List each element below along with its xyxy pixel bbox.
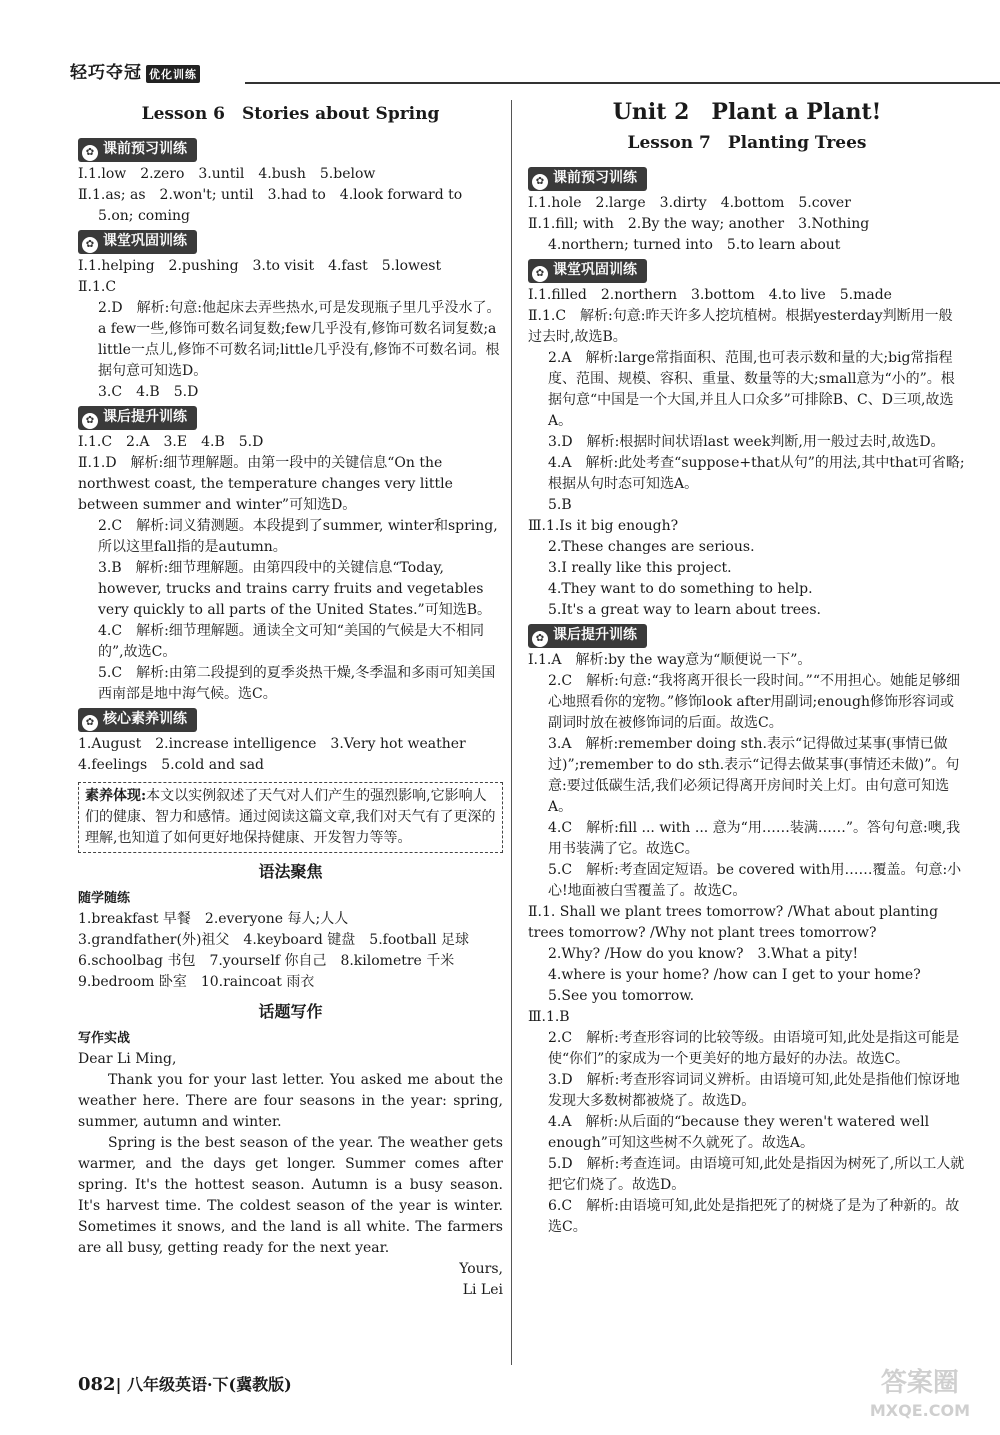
literacy-text: 本文以实例叙述了天气对人们产生的强烈影响,它影响人们的健康、智力和感情。通过阅读这篇文章,我们对天气有了更深的理解,也知道了如何更好地保持健康、开发智力等等。 (85, 788, 496, 846)
section-icon: ✿ (82, 145, 98, 161)
section-title: 课前预习训练 (553, 170, 637, 186)
answer-line: 3.D 解析:根据时间状语last week判断,用一般过去时,故选D。 (548, 434, 945, 450)
answer-line: 4.where is your home? /how can I get to your home? (548, 967, 921, 983)
letter-paragraph: Spring is the best season of the year. The weather gets warmer, and the days get longer. Summer comes after spring. It's the hottest season. Autumn is a busy season. It's harvest time. The coldest season of the year is winter. Sometimes it snows, and the land is all white. The farmers are all busy, getting ready for the next year. (78, 1135, 503, 1256)
answer-line: 1.August 2.increase intelligence 3.Very hot weather (78, 736, 466, 752)
answer-line: Ⅰ.1.A 解析:by the way意为“顺便说一下”。 (528, 652, 812, 668)
section-icon: ✿ (532, 174, 548, 190)
watermark-url: MXQE.COM (869, 1401, 970, 1420)
section-icon: ✿ (82, 413, 98, 429)
answer-line: 5.C 解析:由第二段提到的夏季炎热干燥,冬季温和多雨可知美国西南部是地中海气候。选C。 (98, 665, 496, 702)
literacy-label: 素养体现: (85, 788, 147, 804)
section-title: 核心素养训练 (103, 711, 187, 727)
answer-line: Ⅲ.1.Is it big enough? (528, 518, 679, 534)
section-icon: ✿ (82, 715, 98, 731)
section-header (78, 230, 197, 254)
answer-line: Ⅱ.1.C 解析:句意:昨天许多人挖坑植树。根据yesterday判断用一般过去时,故选B。 (528, 308, 953, 345)
answer-line: 4.northern; turned into 5.to learn about (548, 237, 841, 253)
section-header (78, 138, 197, 162)
answer-line: 2.D 解析:句意:他起床去弄些热水,可是发现瓶子里几乎没水了。a few一些,修饰可数名词复数;few几乎没有,修饰可数名词复数;a little一点儿,修饰不可数名词;little几乎没有,修饰不可数名词。根据句意可知选D。 (98, 300, 501, 379)
brand-logo (70, 58, 200, 83)
watermark-logo (870, 1369, 970, 1425)
vocab-line: 6.schoolbag 书包 7.yourself 你自己 8.kilometre 千米 (78, 953, 455, 969)
answer-line: 5.on; coming (98, 208, 190, 224)
sample-letter (78, 1049, 503, 1301)
column-divider (511, 100, 512, 1365)
answer-line: Ⅰ.1.low 2.zero 3.until 4.bush 5.below (78, 166, 376, 182)
answer-line: 4.A 解析:此处考查“suppose+that从句”的用法,其中that可省略;根据从句时态可知选A。 (548, 455, 965, 492)
grammar-heading: 语法聚焦 (258, 862, 323, 881)
answer-line: 4.C 解析:细节理解题。通读全文可知“美国的气候是大不相同的”,故选C。 (98, 623, 484, 660)
answer-line: Ⅱ.1.fill; with 2.By the way; another 3.Nothing (528, 216, 870, 232)
section-header (528, 259, 647, 283)
left-column (78, 100, 503, 1301)
answer-line: 2.C 解析:词义猜测题。本段提到了summer, winter和spring,所以这里fall指的是autumn。 (98, 518, 498, 555)
answer-line: 4.A 解析:从后面的“because they weren't watered well enough”可知这些树不久就死了。故选A。 (548, 1114, 930, 1151)
answer-line: 5.D 解析:考查连词。由语境可知,此处是指因为树死了,所以工人就把它们烧了。故选D。 (548, 1156, 965, 1193)
section-header (528, 624, 647, 648)
answer-line: 5.B (548, 497, 572, 513)
brand-name: 轻巧夺冠 (70, 63, 142, 83)
answer-line: Ⅱ.1.D 解析:细节理解题。由第一段中的关键信息“On the northwest coast, the temperature changes very little between summer and winter”可知选D。 (78, 455, 453, 513)
letter-paragraph: Thank you for your last letter. You asked me about the weather here. There are four seasons in the year: spring, summer, autumn and winter. (78, 1072, 503, 1130)
section-header (528, 167, 647, 191)
answer-line: 5.See you tomorrow. (548, 988, 695, 1004)
section-icon: ✿ (82, 237, 98, 253)
answer-line: 3.B 解析:细节理解题。由第四段中的关键信息“Today, however, trucks and trains carry fruits and vegetables very quickly to all parts of the United States.”可知选B。 (98, 560, 491, 618)
right-column (528, 100, 966, 1238)
answer-line: Ⅰ.1.helping 2.pushing 3.to visit 4.fast 5.lowest (78, 258, 442, 274)
unit-title: Unit 2 Plant a Plant! (612, 99, 882, 125)
page-number: 082 (78, 1374, 116, 1395)
answer-line: Ⅱ.1.C (78, 279, 117, 295)
answer-line: 2.A 解析:large常指面积、范围,也可表示数和量的大;big常指程度、范围、规模、容积、重量、数量等的大;small意为“小的”。根据句意“中国是一个大国,并且人口众多”可排除B、C、D三项,故选A。 (548, 350, 955, 429)
section-icon: ✿ (532, 266, 548, 282)
answer-line: 4.C 解析:fill ... with ... 意为“用……装满……”。答句句意:噢,我用书装满了它。故选C。 (548, 820, 961, 857)
answer-line: 4.They want to do something to help. (548, 581, 813, 597)
answer-line: 3.D 解析:考查形容词词义辨析。由语境可知,此处是指他们惊讶地发现大多数树都被烧了。故选D。 (548, 1072, 960, 1109)
brand-tag: 优化训练 (146, 65, 200, 83)
answer-line: 5.C 解析:考查固定短语。be covered with用……覆盖。句意:小心!地面被白雪覆盖了。故选C。 (548, 862, 962, 899)
watermark-text: 答案圈 (880, 1368, 959, 1398)
section-title: 课前预习训练 (103, 141, 187, 157)
section-header (78, 406, 197, 430)
header-bar (70, 58, 950, 86)
answer-line: Ⅱ.1. Shall we plant trees tomorrow? /What about planting trees tomorrow? /Why not plant trees tomorrow? (528, 904, 939, 941)
writing-heading: 话题写作 (258, 1002, 323, 1021)
answer-line: 2.These changes are serious. (548, 539, 755, 555)
section-title: 课后提升训练 (553, 627, 637, 643)
letter-greeting: Dear Li Ming, (78, 1051, 177, 1067)
answer-line: Ⅰ.1.C 2.A 3.E 4.B 5.D (78, 434, 264, 450)
header-rule (245, 82, 1000, 84)
answer-line: 5.It's a great way to learn about trees. (548, 602, 821, 618)
answer-line: 2.C 解析:考查形容词的比较等级。由语境可知,此处是指这可能是使“你们”的家成为一个更美好的地方最好的办法。故选C。 (548, 1030, 960, 1067)
letter-signature: Li Lei (462, 1282, 503, 1298)
vocab-line: 9.bedroom 卧室 10.raincoat 雨衣 (78, 974, 315, 990)
writing-subheading: 写作实战 (78, 1031, 131, 1046)
lesson-title: Lesson 7 Planting Trees (627, 133, 867, 153)
answer-line: 2.C 解析:句意:“我将离开很长一段时间。”“不用担心。她能足够细心地照看你的宠物。”修饰look after用副词;enough修饰形容词或副词时放在被修饰词的后面。故选C。 (548, 673, 960, 731)
section-title: 课堂巩固训练 (553, 262, 637, 278)
answer-line: 4.feelings 5.cold and sad (78, 757, 265, 773)
lesson-title: Lesson 6 Stories about Spring (141, 104, 440, 124)
answer-line: Ⅱ.1.as; as 2.won't; until 3.had to 4.look forward to (78, 187, 463, 203)
section-header (78, 708, 197, 732)
answer-line: 3.I really like this project. (548, 560, 732, 576)
answer-line: 3.C 4.B 5.D (98, 384, 199, 400)
answer-line: 6.C 解析:由语境可知,此处是指把死了的树烧了是为了种新的。故选C。 (548, 1198, 960, 1235)
vocab-line: 3.grandfather(外)祖父 4.keyboard 键盘 5.football 足球 (78, 932, 470, 948)
literacy-box (78, 782, 503, 853)
section-icon: ✿ (532, 631, 548, 647)
answer-line: Ⅰ.1.hole 2.large 3.dirty 4.bottom 5.cover (528, 195, 851, 211)
book-title: 八年级英语·下(冀教版) (126, 1375, 292, 1394)
section-title: 课后提升训练 (103, 409, 187, 425)
letter-closing: Yours, (459, 1261, 503, 1277)
answer-line: Ⅲ.1.B (528, 1009, 570, 1025)
page-footer: 082| 八年级英语·下(冀教版) (78, 1374, 292, 1395)
answer-line: Ⅰ.1.filled 2.northern 3.bottom 4.to live 5.made (528, 287, 892, 303)
answer-line: 3.A 解析:remember doing sth.表示“记得做过某事(事情已做过)”;remember to do sth.表示“记得去做某事(事情还未做)”。句意:要过低碳生活,我们必须记得离开房间时关上灯。由句意可知选A。 (548, 736, 960, 815)
answer-line: 2.Why? /How do you know? 3.What a pity! (548, 946, 859, 962)
grammar-subheading: 随学随练 (78, 891, 131, 906)
vocab-line: 1.breakfast 早餐 2.everyone 每人;人人 (78, 911, 349, 927)
section-title: 课堂巩固训练 (103, 233, 187, 249)
